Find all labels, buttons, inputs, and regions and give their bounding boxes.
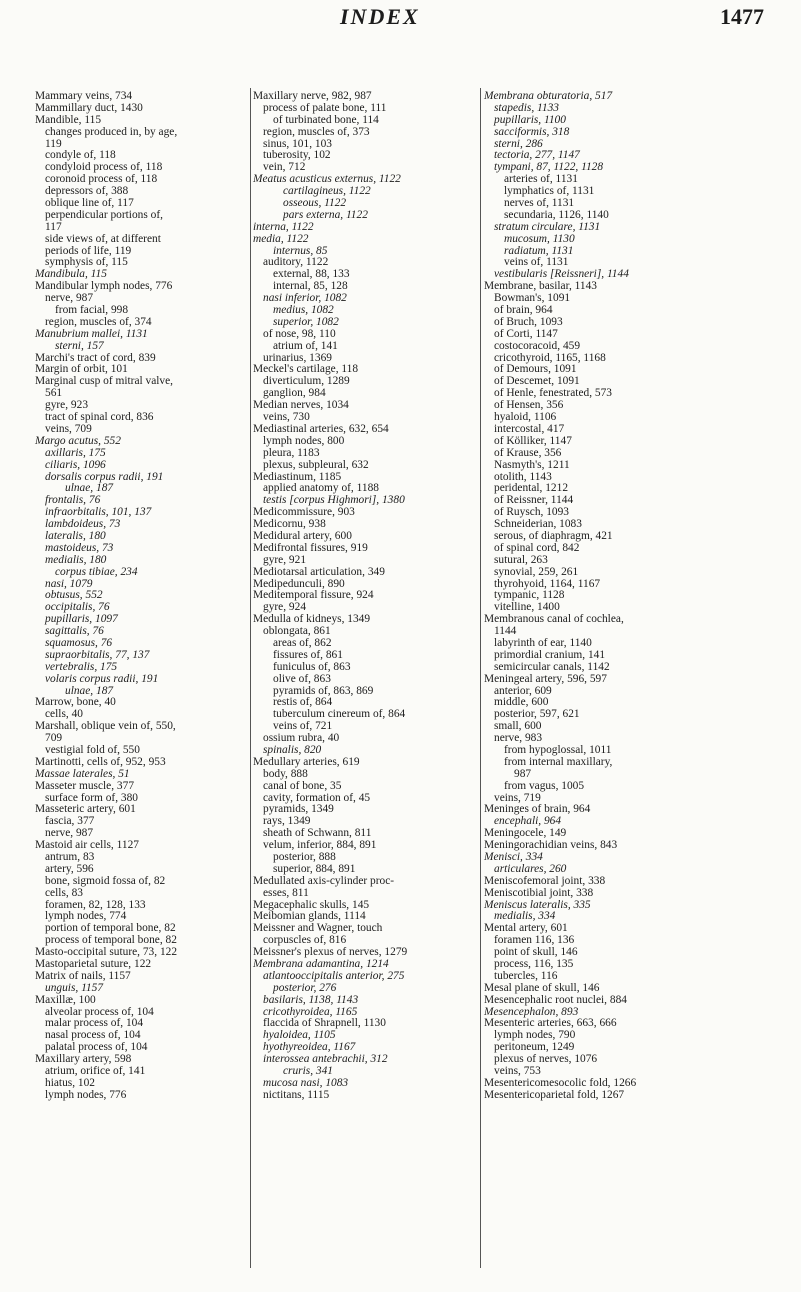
index-subentry: corpus tibiae, 234: [55, 565, 138, 578]
index-subentry: primordial cranium, 141: [494, 648, 606, 661]
index-subentry: sinus, 101, 103: [263, 137, 332, 150]
index-subentry: sagittalis, 76: [45, 625, 104, 638]
index-entry: Maxillæ, 100: [35, 993, 96, 1006]
index-entry: Maxillary artery, 598: [35, 1053, 132, 1066]
index-subentry: funiculus of, 863: [273, 660, 351, 673]
index-subentry: media, 1122: [253, 232, 309, 245]
index-entry: Maxillary nerve, 982, 987: [253, 90, 372, 102]
index-entry: Megacephalic skulls, 145: [253, 898, 370, 911]
index-subentry: nerve, 987: [45, 827, 94, 840]
index-subentry: of Demours, 1091: [494, 363, 577, 376]
index-subentry: foramen, 82, 128, 133: [45, 898, 146, 911]
index-entry: Mandibula, 115: [35, 268, 107, 281]
index-subentry: lymph nodes, 800: [263, 434, 345, 447]
index-subentry: cricothyroid, 1165, 1168: [494, 351, 606, 364]
index-subentry: superior, 884, 891: [273, 862, 356, 875]
index-subentry: nasi, 1079: [45, 577, 93, 590]
index-entry: Marrow, bone, 40: [35, 696, 116, 709]
index-subentry: symphysis of, 115: [45, 256, 128, 269]
index-entry: Mandibular lymph nodes, 776: [35, 280, 173, 293]
index-subentry: sheath of Schwann, 811: [263, 827, 372, 840]
index-subentry: of Henle, fenestrated, 573: [494, 387, 612, 400]
index-entry: Meniscus lateralis, 335: [484, 898, 591, 911]
index-subentry: superior, 1082: [273, 315, 339, 328]
index-subentry: atrium of, 141: [273, 339, 338, 352]
index-entry: Margo acutus, 552: [35, 434, 121, 447]
index-subentry: hiatus, 102: [45, 1076, 95, 1089]
index-entry: Meniscofemoral joint, 338: [484, 874, 606, 887]
index-subentry: veins of, 1131: [504, 256, 569, 269]
index-subentry: veins, 753: [494, 1065, 541, 1078]
index-subentry: depressors of, 388: [45, 185, 129, 198]
index-subentry: infraorbitalis, 101, 137: [45, 506, 152, 519]
index-subentry: gyre, 921: [263, 553, 307, 566]
index-subentry: ganglion, 984: [263, 387, 326, 400]
index-subentry: flaccida of Shrapnell, 1130: [263, 1017, 386, 1030]
index-subentry: lymphatics of, 1131: [504, 185, 595, 198]
index-subentry: secundaria, 1126, 1140: [504, 208, 609, 221]
index-subentry: 709: [45, 732, 63, 745]
index-subentry: lymph nodes, 774: [45, 910, 127, 923]
index-subentry: from vagus, 1005: [504, 779, 585, 792]
index-subentry: periods of life, 119: [45, 244, 132, 257]
index-subentry: axillaris, 175: [45, 446, 106, 459]
index-entry: Mesenteric arteries, 663, 666: [484, 1017, 617, 1030]
index-subentry: labyrinth of ear, 1140: [494, 636, 592, 649]
index-subentry: Bowman's, 1091: [494, 292, 571, 305]
index-entry: Medifrontal fissures, 919: [253, 541, 368, 554]
index-entry: Medicommissure, 903: [253, 506, 355, 519]
index-subentry: obtusus, 552: [45, 589, 103, 602]
index-subentry: internal, 85, 128: [273, 280, 348, 293]
index-subentry: palatal process of, 104: [45, 1041, 148, 1054]
index-subentry: portion of temporal bone, 82: [45, 922, 176, 935]
index-subentry: Nasmyth's, 1211: [494, 458, 570, 471]
index-entry: Mammary veins, 734: [35, 90, 133, 102]
index-subentry: mucosa nasi, 1083: [263, 1076, 349, 1089]
index-subentry: dorsalis corpus radii, 191: [45, 470, 164, 483]
index-entry: Manubrium mallei, 1131: [35, 327, 148, 340]
index-subentry: pyramids of, 863, 869: [273, 684, 374, 697]
index-subentry: of nose, 98, 110: [263, 327, 336, 340]
index-subentry: stratum circulare, 1131: [494, 220, 601, 233]
index-entry: Martinotti, cells of, 952, 953: [35, 755, 166, 768]
index-entry: Membrane, basilar, 1143: [484, 280, 597, 293]
index-subentry: lymph nodes, 790: [494, 1029, 576, 1042]
index-entry: Marshall, oblique vein of, 550,: [35, 720, 176, 733]
page-header: [0, 4, 801, 34]
index-subentry: veins, 709: [45, 422, 92, 435]
index-subentry: posterior, 597, 621: [494, 708, 580, 721]
index-subentry: malar process of, 104: [45, 1017, 144, 1030]
index-subentry: vitelline, 1400: [494, 601, 560, 614]
index-subentry: oblique line of, 117: [45, 197, 134, 210]
index-subentry: basilaris, 1138, 1143: [263, 993, 359, 1006]
index-entry: Marchi's tract of cord, 839: [35, 351, 156, 364]
index-column-3: [484, 91, 774, 1102]
column-divider: [480, 88, 481, 1268]
index-subentry: mastoideus, 73: [45, 541, 114, 554]
index-subentry: internus, 85: [273, 244, 328, 257]
index-subentry: medialis, 334: [494, 910, 556, 923]
index-subentry: velum, inferior, 884, 891: [263, 839, 377, 852]
index-subentry: encephali, 964: [494, 815, 562, 828]
index-subentry: 987: [514, 767, 532, 780]
index-subentry: articulares, 260: [494, 862, 567, 875]
index-subentry: frontalis, 76: [45, 494, 101, 507]
index-subentry: 561: [45, 387, 63, 400]
index-subentry: of Descemet, 1091: [494, 375, 580, 388]
index-entry: Membranous canal of cochlea,: [484, 613, 624, 626]
index-subentry: otolith, 1143: [494, 470, 552, 483]
index-subentry: peritoneum, 1249: [494, 1041, 575, 1054]
index-entry: Masseter muscle, 377: [35, 779, 135, 792]
index-entry: Medullated axis-cylinder proc-: [253, 874, 395, 887]
index-subentry: from internal maxillary,: [504, 755, 613, 768]
index-subentry: costocoracoid, 459: [494, 339, 581, 352]
index-subentry: condyloid process of, 118: [45, 161, 163, 174]
index-subentry: cells, 40: [45, 708, 83, 721]
index-subentry: artery, 596: [45, 862, 94, 875]
index-subentry: spinalis, 820: [263, 743, 322, 756]
index-entry: Membrana obturatoria, 517: [484, 90, 613, 102]
index-entry: Mesal plane of skull, 146: [484, 981, 600, 994]
index-subentry: thyrohyoid, 1164, 1167: [494, 577, 601, 590]
index-subentry: tuberosity, 102: [263, 149, 331, 162]
index-subentry: region, muscles of, 373: [263, 125, 370, 138]
index-entry: Massae laterales, 51: [35, 767, 130, 780]
index-entry: Mastoparietal suture, 122: [35, 958, 152, 971]
index-entry: Mesencephalic root nuclei, 884: [484, 993, 627, 1006]
index-entry: Mesentericomesocolic fold, 1266: [484, 1076, 637, 1089]
index-subentry: nerve, 983: [494, 732, 543, 745]
index-subentry: plexus, subpleural, 632: [263, 458, 369, 471]
index-subentry: esses, 811: [263, 886, 309, 899]
index-subentry: antrum, 83: [45, 851, 95, 863]
index-subentry: nerves of, 1131: [504, 197, 575, 210]
index-subentry: urinarius, 1369: [263, 351, 332, 364]
index-entry: Menisci, 334: [484, 851, 543, 863]
index-column-1: [35, 91, 247, 1102]
index-entry: Meningocele, 149: [484, 827, 567, 840]
index-subentry: alveolar process of, 104: [45, 1005, 154, 1018]
index-subentry: external, 88, 133: [273, 268, 350, 281]
index-subentry: pupillaris, 1100: [494, 113, 566, 126]
index-subentry: hyaloid, 1106: [494, 411, 557, 424]
index-subentry: synovial, 259, 261: [494, 565, 579, 578]
index-subentry: process of temporal bone, 82: [45, 934, 177, 947]
index-entry: Mesencephalon, 893: [484, 1005, 579, 1018]
index-subentry: sutural, 263: [494, 553, 548, 566]
index-subentry: diverticulum, 1289: [263, 375, 350, 388]
index-entry: Mediotarsal articulation, 349: [253, 565, 385, 578]
index-subentry: lateralis, 180: [45, 529, 106, 542]
index-subentry: fascia, 377: [45, 815, 95, 828]
index-subentry: oblongata, 861: [263, 625, 331, 638]
index-subentry: middle, 600: [494, 696, 549, 709]
index-subentry: region, muscles of, 374: [45, 315, 152, 328]
index-entry: Membrana adamantina, 1214: [253, 958, 389, 971]
index-entry: Mandible, 115: [35, 113, 102, 126]
index-subentry: of Hensen, 356: [494, 399, 564, 412]
index-subentry: canal of bone, 35: [263, 779, 342, 792]
index-entry: Meningeal artery, 596, 597: [484, 672, 607, 685]
index-subentry: changes produced in, by age,: [45, 125, 178, 138]
index-entry: Medipedunculi, 890: [253, 577, 345, 590]
index-subentry: vestibularis [Reissneri], 1144: [494, 268, 629, 281]
index-subentry: vestigial fold of, 550: [45, 743, 140, 756]
index-subentry: perpendicular portions of,: [45, 208, 163, 221]
index-subentry: fissures of, 861: [273, 648, 343, 661]
index-subentry: 1144: [494, 625, 517, 638]
index-entry: Median nerves, 1034: [253, 399, 349, 412]
index-entry: Medidural artery, 600: [253, 529, 352, 542]
index-subentry: nictitans, 1115: [263, 1088, 330, 1101]
index-subentry: atlantooccipitalis anterior, 275: [263, 969, 405, 982]
index-subentry: of turbinated bone, 114: [273, 113, 379, 126]
index-subentry: small, 600: [494, 720, 542, 733]
running-title: INDEX: [340, 4, 420, 29]
index-subentry: volaris corpus radii, 191: [45, 672, 159, 685]
index-subentry: gyre, 923: [45, 399, 89, 412]
index-subentry: pupillaris, 1097: [45, 613, 118, 626]
index-entry: Meissner and Wagner, touch: [253, 922, 383, 935]
index-subentry: lymph nodes, 776: [45, 1088, 127, 1101]
index-subentry: radiatum, 1131: [504, 244, 574, 257]
index-entry: Meditemporal fissure, 924: [253, 589, 374, 602]
index-subentry: unguis, 1157: [45, 981, 104, 994]
index-subentry: supraorbitalis, 77, 137: [45, 648, 150, 661]
index-entry: Meibomian glands, 1114: [253, 910, 366, 923]
index-subentry: tubercles, 116: [494, 969, 558, 982]
index-subentry: applied anatomy of, 1188: [263, 482, 379, 495]
index-subentry: olive of, 863: [273, 672, 331, 685]
index-subentry: peridental, 1212: [494, 482, 569, 495]
index-entry: Mesentericoparietal fold, 1267: [484, 1088, 625, 1101]
index-subentry: cricothyroidea, 1165: [263, 1005, 358, 1018]
index-entry: Meatus acusticus externus, 1122: [253, 173, 401, 186]
index-subentry: cavity, formation of, 45: [263, 791, 371, 804]
index-subentry: ciliaris, 1096: [45, 458, 106, 471]
page-number: 1477: [720, 4, 764, 29]
index-entry: Meningorachidian veins, 843: [484, 839, 618, 852]
index-entry: Mastoid air cells, 1127: [35, 839, 139, 852]
index-subentry: Schneiderian, 1083: [494, 518, 582, 531]
index-subentry: ulnae, 187: [65, 684, 114, 697]
index-subentry: cruris, 341: [283, 1065, 333, 1078]
index-subentry: point of skull, 146: [494, 946, 578, 959]
index-subentry: side views of, at different: [45, 232, 161, 245]
index-entry: Meckel's cartilage, 118: [253, 363, 359, 376]
index-subentry: cartilagineus, 1122: [283, 185, 371, 198]
index-subentry: of spinal cord, 842: [494, 541, 580, 554]
index-subentry: interna, 1122: [253, 220, 314, 233]
index-subentry: condyle of, 118: [45, 149, 116, 162]
index-subentry: intercostal, 417: [494, 422, 565, 435]
index-subentry: posterior, 888: [273, 851, 336, 863]
index-subentry: 119: [45, 137, 62, 150]
index-subentry: gyre, 924: [263, 601, 307, 614]
index-subentry: rays, 1349: [263, 815, 311, 828]
index-entry: Medulla of kidneys, 1349: [253, 613, 371, 626]
index-entry: Marginal cusp of mitral valve,: [35, 375, 174, 388]
index-subentry: nasi inferior, 1082: [263, 292, 347, 305]
index-entry: Margin of orbit, 101: [35, 363, 128, 376]
index-entry: Matrix of nails, 1157: [35, 969, 131, 982]
index-subentry: of Bruch, 1093: [494, 315, 563, 328]
index-subentry: auditory, 1122: [263, 256, 329, 269]
index-subentry: tympanic, 1128: [494, 589, 565, 602]
index-subentry: process, 116, 135: [494, 958, 574, 971]
index-subentry: areas of, 862: [273, 636, 332, 649]
index-subentry: ulnae, 187: [65, 482, 114, 495]
index-subentry: bone, sigmoid fossa of, 82: [45, 874, 166, 887]
index-subentry: of brain, 964: [494, 304, 553, 317]
index-subentry: 117: [45, 220, 62, 233]
index-subentry: tract of spinal cord, 836: [45, 411, 154, 424]
index-subentry: of Ruysch, 1093: [494, 506, 569, 519]
index-entry: Meninges of brain, 964: [484, 803, 591, 816]
index-subentry: occipitalis, 76: [45, 601, 110, 614]
index-subentry: of Krause, 356: [494, 446, 562, 459]
index-subentry: coronoid process of, 118: [45, 173, 158, 186]
index-entry: Mental artery, 601: [484, 922, 568, 935]
index-subentry: of Kölliker, 1147: [494, 434, 572, 447]
index-subentry: nerve, 987: [45, 292, 94, 305]
index-subentry: from hypoglossal, 1011: [504, 743, 612, 756]
index-subentry: semicircular canals, 1142: [494, 660, 610, 673]
index-subentry: process of palate bone, 111: [263, 101, 387, 114]
index-subentry: testis [corpus Highmori], 1380: [263, 494, 405, 507]
index-subentry: anterior, 609: [494, 684, 552, 697]
index-subentry: mucosum, 1130: [504, 232, 575, 245]
index-subentry: hyaloidea, 1105: [263, 1029, 336, 1042]
index-subentry: ossium rubra, 40: [263, 732, 340, 745]
column-divider: [250, 88, 251, 1268]
index-subentry: nasal process of, 104: [45, 1029, 141, 1042]
index-subentry: hyothyreoidea, 1167: [263, 1041, 356, 1054]
index-entry: Meniscotibial joint, 338: [484, 886, 594, 899]
index-subentry: squamosus, 76: [45, 636, 113, 649]
index-entry: Medullary arteries, 619: [253, 755, 360, 768]
index-subentry: medialis, 180: [45, 553, 107, 566]
index-subentry: sterni, 286: [494, 137, 543, 150]
index-subentry: arteries of, 1131: [504, 173, 578, 186]
index-entry: Masto-occipital suture, 73, 122: [35, 946, 178, 959]
index-subentry: vertebralis, 175: [45, 660, 118, 673]
index-subentry: sacciformis, 318: [494, 125, 570, 138]
index-entry: Meissner's plexus of nerves, 1279: [253, 946, 408, 959]
index-subentry: tympani, 87, 1122, 1128: [494, 161, 604, 174]
index-subentry: tuberculum cinereum of, 864: [273, 708, 406, 721]
index-subentry: medius, 1082: [273, 304, 334, 317]
index-subentry: from facial, 998: [55, 304, 129, 317]
index-subentry: veins of, 721: [273, 720, 333, 733]
index-subentry: foramen 116, 136: [494, 934, 575, 947]
index-subentry: surface form of, 380: [45, 791, 138, 804]
index-subentry: restis of, 864: [273, 696, 333, 709]
index-subentry: corpuscles of, 816: [263, 934, 347, 947]
index-subentry: vein, 712: [263, 161, 306, 174]
index-subentry: lambdoideus, 73: [45, 518, 121, 531]
index-subentry: of Corti, 1147: [494, 327, 558, 340]
index-subentry: stapedis, 1133: [494, 101, 559, 114]
index-entry: Mammillary duct, 1430: [35, 101, 143, 114]
index-subentry: pars externa, 1122: [283, 208, 368, 221]
index-entry: Mediastinum, 1185: [253, 470, 342, 483]
index-subentry: osseous, 1122: [283, 197, 347, 210]
index-subentry: veins, 719: [494, 791, 541, 804]
index-subentry: pyramids, 1349: [263, 803, 334, 816]
index-subentry: veins, 730: [263, 411, 310, 424]
index-subentry: body, 888: [263, 767, 308, 780]
index-entry: Mediastinal arteries, 632, 654: [253, 422, 389, 435]
index-subentry: pleura, 1183: [263, 446, 320, 459]
index-subentry: posterior, 276: [273, 981, 337, 994]
index-subentry: interossea antebrachii, 312: [263, 1053, 388, 1066]
index-subentry: serous, of diaphragm, 421: [494, 529, 613, 542]
index-entry: Medicornu, 938: [253, 518, 326, 531]
index-subentry: sterni, 157: [55, 339, 104, 352]
index-subentry: plexus of nerves, 1076: [494, 1053, 598, 1066]
index-subentry: tectoria, 277, 1147: [494, 149, 580, 162]
index-subentry: of Reissner, 1144: [494, 494, 574, 507]
index-column-2: [253, 91, 479, 1102]
index-subentry: atrium, orifice of, 141: [45, 1065, 146, 1078]
index-entry: Masseteric artery, 601: [35, 803, 136, 816]
index-subentry: cells, 83: [45, 886, 83, 899]
